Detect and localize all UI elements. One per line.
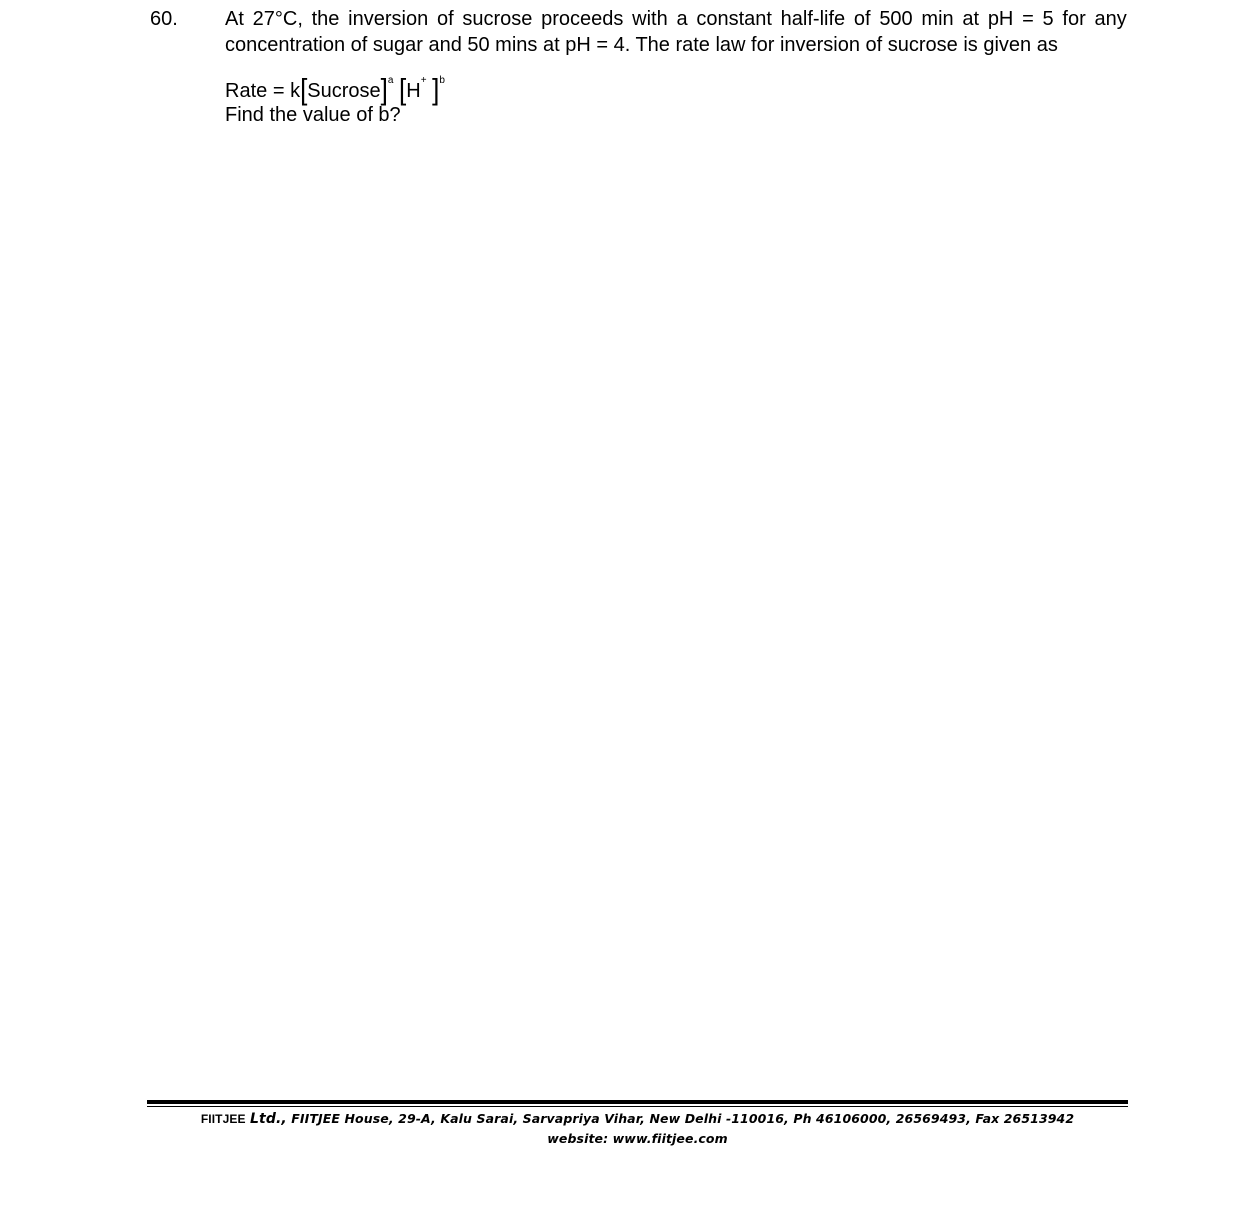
formula-exponent-1: a	[387, 75, 394, 86]
word: sucrose	[462, 8, 533, 30]
footer-rule-thick	[147, 1100, 1128, 1104]
word: for	[1062, 8, 1086, 30]
word: proceeds	[541, 8, 624, 30]
word: a	[676, 8, 688, 30]
close-bracket-icon: ]	[380, 71, 388, 107]
formula-constant: k	[290, 80, 301, 102]
word: with	[632, 8, 668, 30]
question-prompt: Find the value of b?	[225, 104, 401, 126]
question-line-2: concentration of sugar and 50 mins at pH = 4. The rate law for inversion of sucrose is given as	[225, 34, 1058, 56]
word: =	[1022, 8, 1034, 30]
open-bracket-icon: [	[399, 71, 407, 107]
word: the	[311, 8, 340, 30]
word: any	[1094, 8, 1127, 30]
question-body	[225, 6, 1127, 132]
footer-address-line	[147, 1111, 1128, 1127]
footer-address: FIITJEE House, 29-A, Kalu Sarai, Sarvapriya Vihar, New Delhi -110016, Ph 46106000, 26569493, Fax 26513942	[291, 1111, 1075, 1126]
formula-equals: =	[272, 80, 285, 102]
word: min	[921, 8, 954, 30]
word: At	[225, 8, 244, 30]
close-bracket-icon: ]	[432, 71, 440, 107]
formula-exponent-2: b	[439, 75, 445, 86]
word: at	[962, 8, 980, 30]
word: 500	[879, 8, 913, 30]
formula-reactant-2: H	[406, 80, 421, 102]
formula-lhs: Rate	[225, 80, 268, 102]
formula-charge-2: +	[420, 75, 427, 86]
word: constant	[696, 8, 772, 30]
question-line-1	[225, 6, 1127, 32]
footer-brand: FIITJEE	[200, 1112, 246, 1126]
footer-website: website: www.fiitjee.com	[547, 1131, 728, 1146]
formula-reactant-1: Sucrose	[307, 80, 381, 102]
footer-ltd: Ltd.,	[250, 1111, 287, 1127]
word: 27°C,	[252, 8, 303, 30]
question-number: 60.	[150, 8, 178, 30]
footer-rule-thin	[147, 1106, 1128, 1107]
page-footer	[147, 1100, 1128, 1146]
open-bracket-icon: [	[300, 71, 308, 107]
word: of	[853, 8, 871, 30]
word: pH	[987, 8, 1014, 30]
word: 5	[1042, 8, 1054, 30]
word: of	[436, 8, 454, 30]
word: half-life	[780, 8, 846, 30]
rate-law-formula	[225, 64, 1127, 107]
word: inversion	[348, 8, 429, 30]
